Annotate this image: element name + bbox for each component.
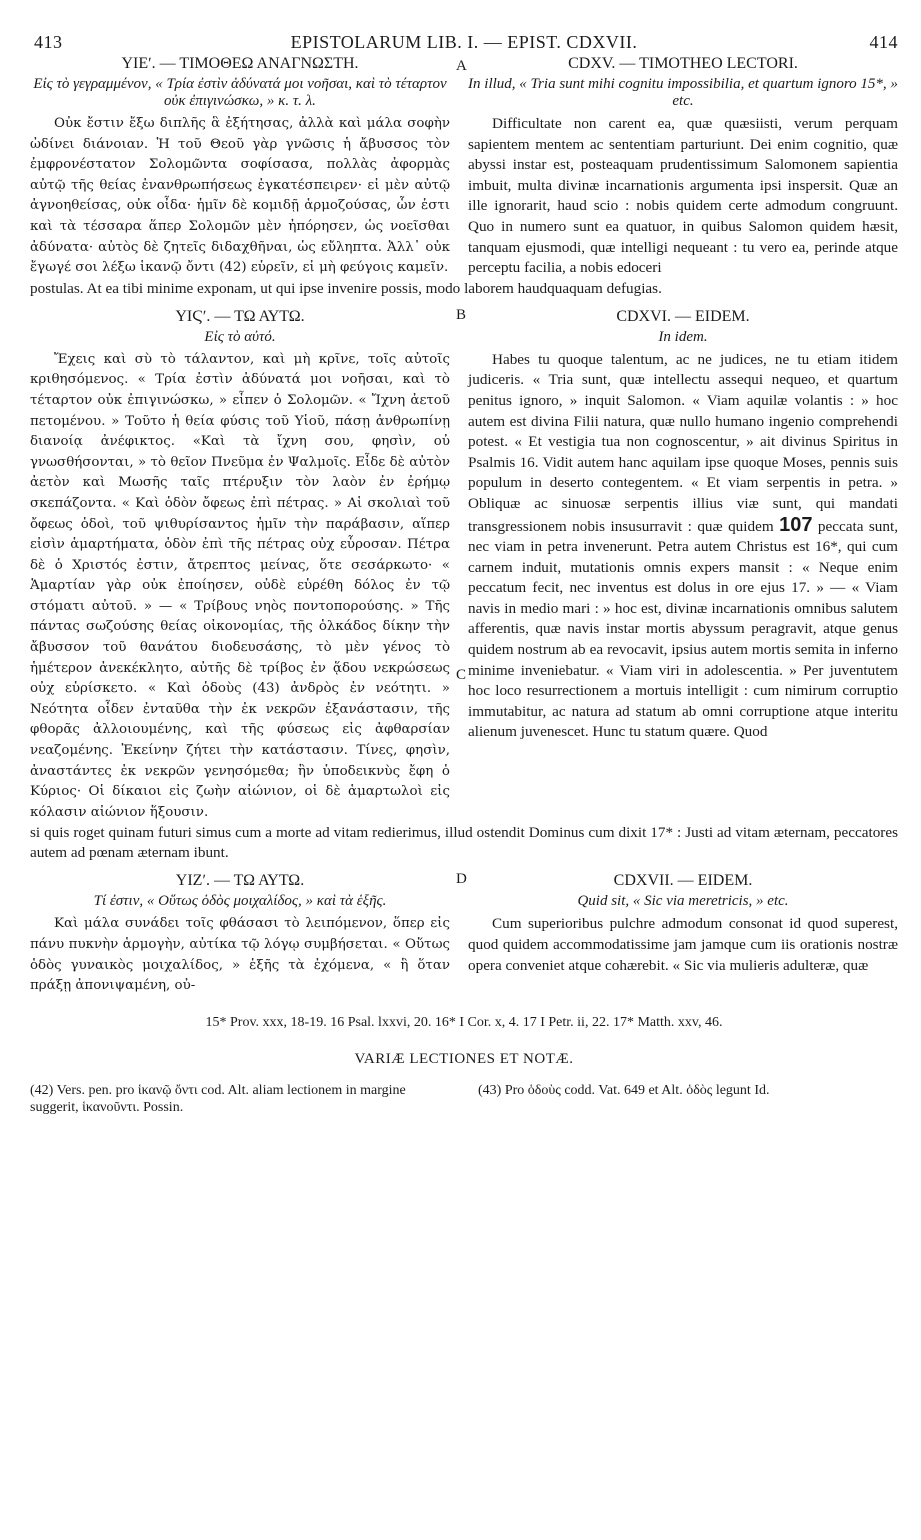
latin-text-part-1: Habes tu quoque talentum, ac ne judices, ne tu etiam itidem judiceris. « Tria sunt, quæ intellectu assequi nequeo, et quartum penitus ignoro, » inquit Salomon. « Viam aquilæ volantis : » hoc autem est divina Filii natura, quæ nullo humano ingenio comprehendi potest. « Et vestigia tua non cognoscentur, » ait divinus Spiritus in Psalmis 16. Vidit autem hanc aquilam ipse quoque Moses, pennis suis populum in deserto contegentem. « Et viam serpentis in petra. » Obliquæ ac sinuosæ serpentis illius viæ sunt, qui mandati transgressionem nobis insusurravit : quæ quidem — [468, 350, 898, 535]
page-number-right: 414 — [869, 32, 898, 52]
latin-column — [468, 307, 898, 824]
latin-subtitle: In illud, « Tria sunt mihi cognitu impossibilia, et quartum ignoro 15*, » etc. — [468, 76, 898, 109]
page — [30, 32, 898, 1116]
footnotes: 15* Prov. xxx, 18-19. 16 Psal. lxxvi, 20. 16* I Cor. x, 4. 17 I Petr. ii, 22. 17* Matth. xxv, 46. — [205, 1014, 723, 1030]
greek-letter-title: ΥΙϚʹ. — ΤΩ ΑΥΤΩ. — [175, 307, 305, 325]
full-width-line: postulas. At ea tibi minime exponam, ut qui ipse invenire possis, modo laborem haudquaquam defugias. — [30, 279, 662, 297]
margin-marker-b: B — [456, 306, 467, 323]
greek-column — [30, 871, 450, 996]
latin-subtitle: Quid sit, « Sic via meretricis, » etc. — [577, 893, 789, 910]
section-cdxvii — [30, 871, 898, 996]
latin-text: Difficultate non carent ea, quæ quæsiisti, verum perquam sapientem mentem ac sententiam parturiunt. Dei enim cognitio, quæ abyssi instar est, posteaquam prudentissimum Salomonem sapientia imbuit, multa divinæ incarnationis argumenta ipsi inspersit. Quæ an ille ignorarit, haud scio : nobis quidem certe admodum congruunt. Quo in numero sunt ea quatuor, in quibus Salomon quidem hæsit, tanquam ejusmodi, quæ intelligi nequeant : tu vero ea, perinde atque perceptu facilia, a nobis edoceri — [468, 115, 898, 277]
section-cdxvi — [30, 307, 898, 864]
latin-column — [468, 54, 898, 279]
latin-letter-title: CDXVI. — EIDEM. — [616, 307, 750, 325]
greek-text: Ἔχεις καὶ σὺ τὸ τάλαντον, καὶ μὴ κρῖνε, τοῖς αὐτοῖς κριθησόμενος. « Τρία ἐστὶν ἀδύνατά μοι νοῆσαι, καὶ τὸ τέταρτον οὐκ ἐπιγινώσκω, » εἶπεν ὁ Σολομῶν. « Ἴχνη ἀετοῦ πετομένου. » Τοῦτο ἡ θεία φύσις τοῦ Υἱοῦ, πάσῃ ἀνθρωπίνῃ διανοίᾳ ἀνέφικτος. «Καὶ τὰ ἴχνη σου, φησὶν, οὐ γνωσθήσονται, » τὸ θεῖον Πνεῦμα ἐν Ψαλμοῖς. Εἶδε δὲ αὐτὸν ἀετὸν καὶ Μωσῆς ταῖς πτέρυξιν τὸν λαὸν ἐν ἐρήμῳ σκεπάζοντα. « Καὶ ὁδὸν ὄφεως ἐπὶ πέτρας. » Αἱ σκολιαὶ τοῦ ὄφεως ὁδοὶ, τοῦ ψιθυρίσαντος ἡμῖν τὴν παράβασιν, αἵπερ εἰσὶν ἁμαρτήματα, ὁδὸν ἐπὶ τῆς πέτρας οὐχ εὗροσαν. Πέτρα δὲ ὁ Χριστός ἐστιν, ἄτρεπτος μείνας, ὅτε σεσάρκωτο· « Ἁμαρτίαν γὰρ οὐκ ἐποίησεν, οὐδὲ εὑρέθη δόλος ἐν τῷ στόματι αὐτοῦ. » — « Τρίβους νηὸς ποντοπορούσης. » Τῆς πάντας σωζούσης θείας οἰκονομίας, τῆς ὁλκάδος δίκην τὴν ἄβυσσον τοῦ θανάτου διοδευσάσης, τὸ μὲν γένος τὸ ἡμέτερον ἀνεκέκλητο, αὐτῆς δὲ τρίβος ἐν ᾅδου νεκρώσεως οὐχ εὑρίσκετο. « Καὶ ὁδοὺς (43) ἀνδρὸς ἐν νεότητι. » Νεότητα οἶδεν ἐνταῦθα τὴν ἐκ νεκρῶν ἐξανάστασιν, τῆς φθορᾶς ἀλλοιουμένης, καὶ τῆς φύσεως εἰς ἀφθαρσίαν νεαζομένης. Ἐκείνην ζήτει τὴν κατάστασιν. Τίνες, φησὶν, ἀναστάντες ἐκ νεκρῶν γενησόμεθα; ἣν ὑποδεικνὺς ἔφη ὁ Κύριος· Οἱ δίκαιοι εἰς ζωὴν αἰώνιον, οἱ δὲ ἁμαρτωλοὶ εἰς κόλασιν αἰώνιον ἥξουσιν. — [30, 351, 450, 820]
running-title: EPISTOLARUM LIB. I. — EPIST. CDXVII. — [290, 32, 638, 52]
greek-subtitle: Τί ἐστιν, « Οὕτως ὁδὸς μοιχαλίδος, » καὶ τὰ ἑξῆς. — [93, 893, 387, 910]
greek-column — [30, 54, 450, 279]
greek-subtitle: Εἰς τὸ γεγραμμένον, « Τρία ἐστὶν ἀδύνατά μοι νοῆσαι, καὶ τὸ τέταρτον οὐκ ἐπιγινώσκω, » κ. τ. λ. — [33, 76, 447, 109]
full-width-line: si quis roget quinam futuri simus cum a morte ad vitam redierimus, illud ostendit Dominus cum dixit 17* : Justi ad vitam æternam, peccatores autem ad pœnam æternam ibunt. — [30, 824, 898, 862]
latin-text: Cum superioribus pulchre admodum consonat id quod superest, quod quidem accommodatissime jam jamque cum iis orationis nostræ opera conveniet atque cohærebit. « Sic via mulieris adulteræ, quæ — [468, 915, 898, 974]
greek-text: Καὶ μάλα συνάδει τοῖς φθάσασι τὸ λειπόμενον, ὅπερ εἰς πάνυ πυκνὴν ἁρμογὴν, αὐτίκα τῷ λόγῳ συμβήσεται. « Οὕτως ὁδὸς γυναικὸς μοιχαλίδος, » ἑξῆς τὰ ἐχόμενα, « ἣ ὅταν πράξῃ ἀπονιψαμένη, οὐ- — [30, 916, 450, 994]
greek-text: Οὐκ ἔστιν ἔξω διπλῆς ἃ ἐξήτησας, ἀλλὰ καὶ μάλα σοφὴν ὠδίνει διάνοιαν. Ἡ τοῦ Θεοῦ γὰρ γνῶσις ἡ ἄβυσσος τὸν ἐμφρονέστατον Σολομῶντα σοφίσασα, πολλὰς ἀφορμὰς αὐτῷ τῆς θείας ἐνανθρωπήσεως ἐγκατέσπειρεν· εἰ μὲν αὐτῷ ἀγνοηθείσας, οὐκ οἶδα· ἡμῖν δὲ κομιδῇ ἁρμοζούσας, ὧν ἐστι καὶ τὰ τέσσαρα ἅπερ Σολομῶν μὲν ἠπόρησεν, ὡς νοεῖσθαι ἀδύνατα· αὐτὸς δὲ ζητεῖς διδαχθῆναι, ὡς εὔληπτα. Ἀλλ᾽ οὐκ ἔγωγέ σοι λέξω ἱκανῷ ὄντι (42) εὑρεῖν, εἰ μὴ φεύγοις καμεῖν. — [30, 116, 450, 276]
greek-letter-title: ΥΙΕʹ. — ΤΙΜΟΘΕΩ ΑΝΑΓΝΩΣΤΗ. — [121, 55, 359, 72]
latin-letter-title: CDXVII. — EIDEM. — [613, 872, 753, 890]
note-43: (43) Pro ὁδοὺς codd. Vat. 649 et Alt. ὁδὸς legunt Id. — [478, 1082, 770, 1098]
page-number-107: 107 — [779, 513, 813, 536]
greek-subtitle: Εἰς τὸ αὐτό. — [204, 328, 276, 345]
latin-subtitle: In idem. — [658, 328, 708, 345]
notes-title: VARIÆ LECTIONES ET NOTÆ. — [354, 1050, 574, 1067]
note-42: (42) Vers. pen. pro ἱκανῷ ὄντι cod. Alt. aliam lectionem in margine suggerit, ἱκανοῦντι. Possin. — [30, 1082, 406, 1115]
margin-marker-c: C — [456, 666, 467, 683]
latin-text — [468, 350, 898, 743]
variant-notes — [30, 1082, 898, 1116]
page-number-left: 413 — [34, 32, 63, 52]
latin-text-part-2: peccata sunt, nec viam in petra invenerunt. Petra autem Christus est 16*, qui cum carnem induit, mutationis omnis expers mansit : « Neque enim peccatum fecit, nec inventus est dolus in ore ejus 17. » — « Viam navis in medio mari : » hoc est, divinæ incarnationis omnibus salutem afferentis, quæ navis instar mortis abyssum peragravit, atque genus quidem nostrum ab ea revocavit, ipsius autem mortis semita in inferno minime inveniebatur. « Viam viri in adolescentia. » Per juventutem hoc loco resurrectionem a mortuis intelligit : cum nimirum corruptio immutabitur, ac natura ad statum ab omni corruptione atque interitu alienum juvenescet. Hunc tu statum quære. Quod — [468, 517, 898, 741]
greek-letter-title: ΥΙΖʹ. — ΤΩ ΑΥΤΩ. — [175, 872, 305, 890]
running-head — [30, 32, 898, 54]
margin-marker-a: A — [456, 58, 467, 74]
greek-column — [30, 307, 450, 824]
section-cdxv — [30, 54, 898, 299]
latin-column — [468, 871, 898, 996]
margin-marker-d: D — [456, 871, 467, 888]
latin-letter-title: CDXV. — TIMOTHEO LECTORI. — [568, 55, 798, 72]
